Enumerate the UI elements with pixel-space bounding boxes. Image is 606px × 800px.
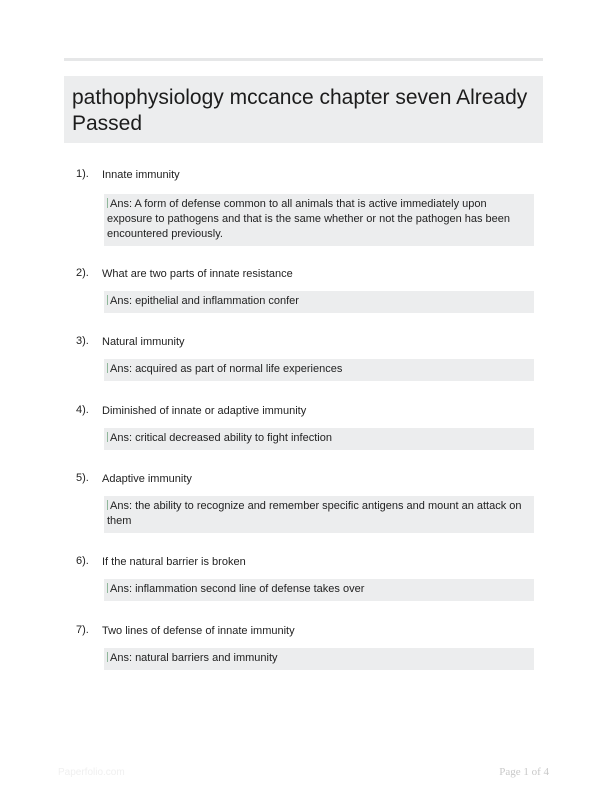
- answer-text: Ans: the ability to recognize and remember specific antigens and mount an attack on them: [107, 500, 522, 527]
- answer-text: Ans: epithelial and inflammation confer: [110, 295, 299, 307]
- qa-item-1: [64, 167, 543, 246]
- answer-marker: [107, 363, 108, 373]
- answer-box: [104, 291, 534, 313]
- question-text: What are two parts of innate resistance: [102, 268, 293, 280]
- question-text: Innate immunity: [102, 169, 180, 181]
- answer-box: [104, 648, 534, 670]
- answer-text: Ans: natural barriers and immunity: [110, 652, 278, 664]
- footer-watermark: Paperfolio.com: [58, 767, 125, 778]
- answer-text: Ans: critical decreased ability to fight infection: [110, 432, 332, 444]
- answer-marker: [107, 295, 108, 305]
- answer-marker: [107, 500, 108, 510]
- answer-box: [104, 359, 534, 381]
- page-number: Page 1 of 4: [499, 766, 549, 778]
- question-number: 1).: [76, 168, 89, 180]
- question-number: 2).: [76, 267, 89, 279]
- answer-text: Ans: acquired as part of normal life experiences: [110, 363, 343, 375]
- answer-marker: [107, 198, 108, 208]
- qa-item-5: [64, 471, 543, 533]
- answer-box: [104, 496, 534, 533]
- question-text: Natural immunity: [102, 336, 185, 348]
- qa-item-6: [64, 554, 543, 601]
- page-title: pathophysiology mccance chapter seven Already Passed: [72, 86, 528, 135]
- answer-marker: [107, 583, 108, 593]
- question-number: 3).: [76, 335, 89, 347]
- question-text: If the natural barrier is broken: [102, 556, 246, 568]
- answer-box: [104, 579, 534, 601]
- answer-box: [104, 194, 534, 246]
- answer-marker: [107, 652, 108, 662]
- question-number: 7).: [76, 624, 89, 636]
- question-number: 4).: [76, 404, 89, 416]
- answer-marker: [107, 432, 108, 442]
- answer-text: Ans: inflammation second line of defense takes over: [110, 583, 365, 595]
- question-text: Adaptive immunity: [102, 473, 192, 485]
- qa-item-2: [64, 266, 543, 313]
- question-number: 6).: [76, 555, 89, 567]
- question-text: Diminished of innate or adaptive immunity: [102, 405, 307, 417]
- answer-box: [104, 428, 534, 450]
- qa-item-3: [64, 334, 543, 381]
- question-number: 5).: [76, 472, 89, 484]
- title-banner: [64, 76, 543, 143]
- answer-text: Ans: A form of defense common to all animals that is active immediately upon exposure to pathogens and that is the same whether or not the pathogen has been encountered previously.: [107, 198, 511, 240]
- top-divider: [64, 58, 543, 61]
- question-text: Two lines of defense of innate immunity: [102, 625, 295, 637]
- qa-item-4: [64, 403, 543, 450]
- qa-item-7: [64, 623, 543, 670]
